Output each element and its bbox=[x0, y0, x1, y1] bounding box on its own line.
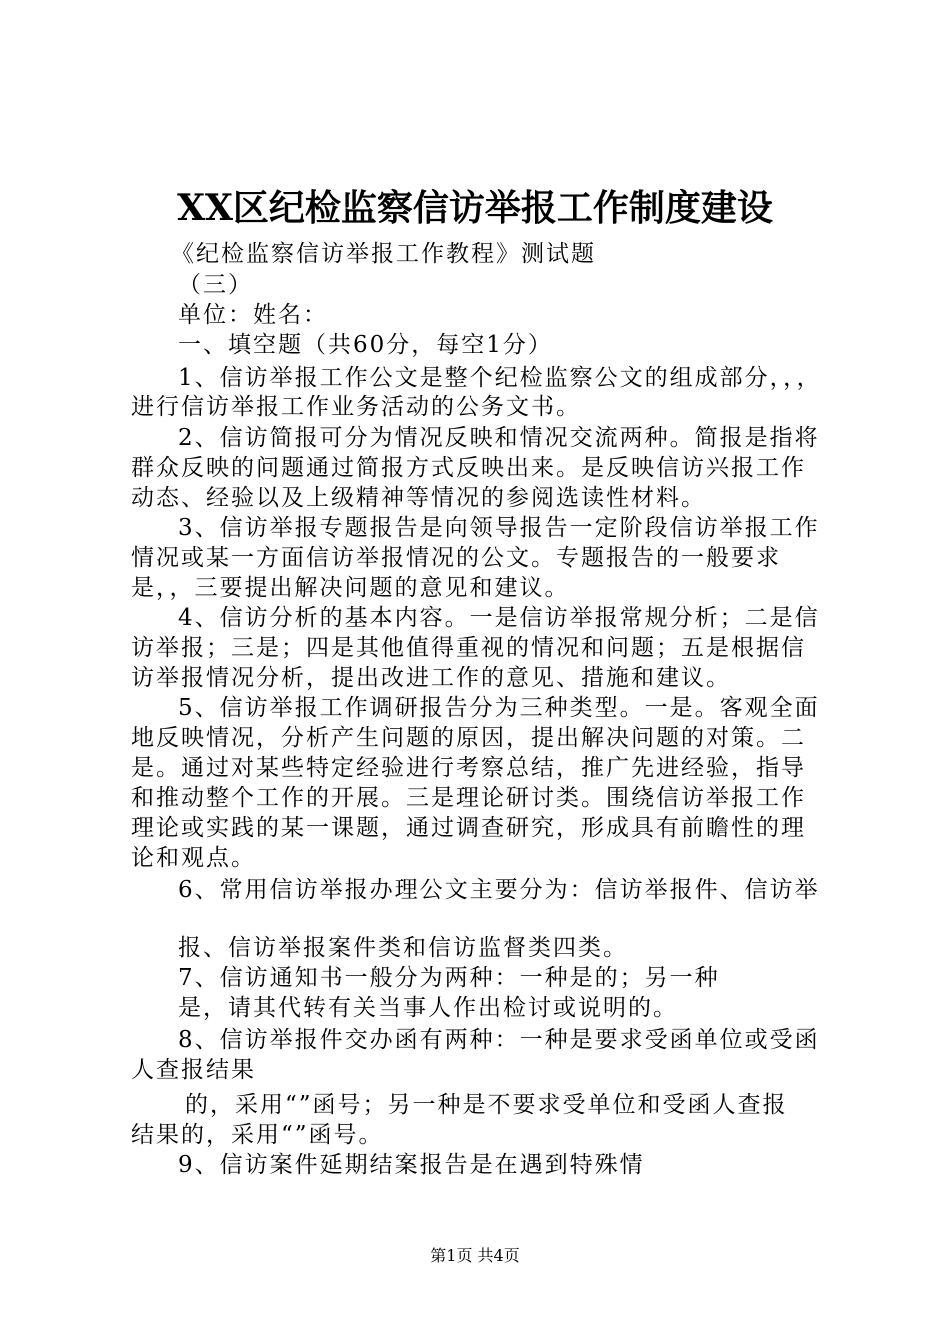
paragraph-line: 人查报结果 bbox=[131, 1057, 256, 1083]
paragraph-line: 5、信访举报工作调研报告分为三种类型。一是。客观全面 bbox=[178, 695, 820, 721]
paragraph-line: 8、信访举报件交办函有两种：一种是要求受函单位或受函 bbox=[178, 1027, 820, 1053]
paragraph-line: 情况或某一方面信访举报情况的公文。专题报告的一般要求 bbox=[131, 545, 781, 571]
document-title: XX区纪检监察信访举报工作制度建设 bbox=[177, 187, 773, 229]
paragraph-line: 3、信访举报专题报告是向领导报告一定阶段信访举报工作 bbox=[178, 515, 820, 541]
paragraph-line: 动态、经验以及上级精神等情况的参阅选读性材料。 bbox=[131, 485, 706, 511]
paragraph-line: 1、信访举报工作公文是整个纪检监察公文的组成部分，，， bbox=[178, 365, 822, 391]
paragraph-line: 7、信访通知书一般分为两种：一种是的；另一种 bbox=[178, 965, 720, 991]
page-footer: 第1页 共4页 bbox=[430, 1246, 520, 1265]
paragraph-line: 进行信访举报工作业务活动的公务文书。 bbox=[131, 394, 581, 420]
paragraph-line: 论和观点。 bbox=[131, 845, 256, 871]
unit-name-line: 单位：姓名： bbox=[178, 302, 328, 328]
paragraph-line: 的，采用“”函号；另一种是不要求受单位和受函人查报 bbox=[185, 1092, 788, 1118]
paragraph-line: 访举报情况分析，提出改进工作的意见、措施和建议。 bbox=[131, 665, 731, 691]
paragraph-line: 是，，三要提出解决问题的意见和建议。 bbox=[131, 575, 570, 601]
paragraph-line: 是。通过对某些特定经验进行考察总结，推广先进经验，指导 bbox=[131, 755, 806, 781]
paragraph-line: 是，请其代转有关当事人作出检讨或说明的。 bbox=[178, 995, 678, 1021]
paragraph-line: 访举报；三是；四是其他值得重视的情况和问题；五是根据信 bbox=[131, 635, 806, 661]
paragraph-line: 6、常用信访举报办理公文主要分为：信访举报件、信访举 bbox=[178, 877, 820, 903]
paragraph-line: 地反映情况，分析产生问题的原因，提出解决问题的对策。二 bbox=[131, 725, 806, 751]
paragraph-line: 结果的，采用“”函号。 bbox=[131, 1122, 384, 1148]
subtitle-number: （三） bbox=[178, 272, 253, 298]
paragraph-line: 群众反映的问题通过简报方式反映出来。是反映信访兴报工作 bbox=[131, 455, 806, 481]
paragraph-line: 报、信访举报案件类和信访监督类四类。 bbox=[178, 935, 628, 961]
subtitle-line: 《纪检监察信访举报工作教程》测试题 bbox=[171, 241, 596, 267]
section-heading: 一、填空题（共60分，每空1分） bbox=[178, 332, 553, 358]
paragraph-line: 理论或实践的某一课题，通过调查研究，形成具有前瞻性的理 bbox=[131, 815, 806, 841]
paragraph-line: 2、信访简报可分为情况反映和情况交流两种。简报是指将 bbox=[178, 425, 820, 451]
paragraph-line: 和推动整个工作的开展。三是理论研讨类。围绕信访举报工作 bbox=[131, 785, 806, 811]
paragraph-line: 9、信访案件延期结案报告是在遇到特殊情 bbox=[178, 1152, 645, 1178]
paragraph-line: 4、信访分析的基本内容。一是信访举报常规分析；二是信 bbox=[178, 605, 820, 631]
